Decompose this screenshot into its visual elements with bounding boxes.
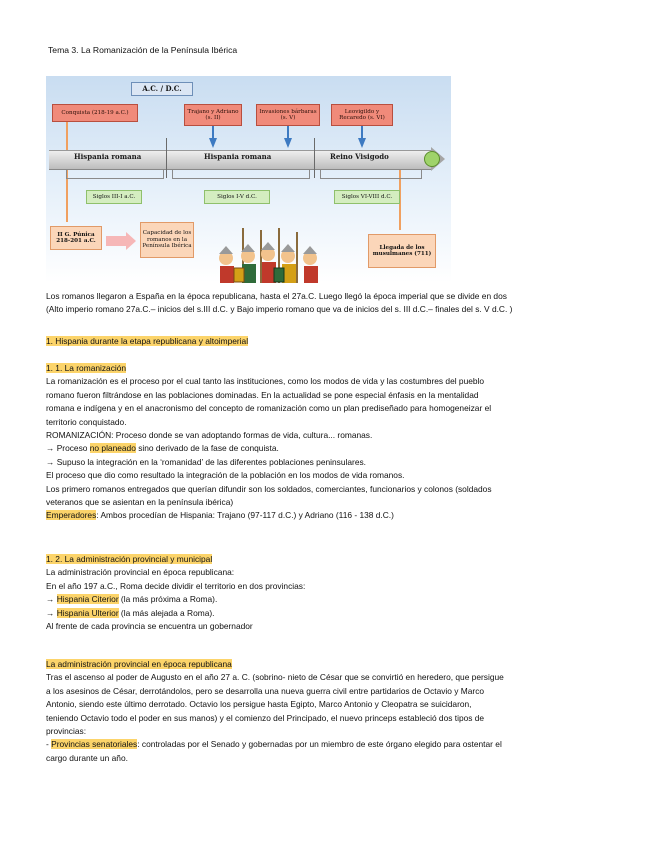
- llegada-musulmanes-box: Llegada de los musulmanes (711): [368, 234, 436, 268]
- siglos-box-3: Siglos VI-VIII d.C.: [334, 190, 400, 204]
- highlight-emperadores: Emperadores: [46, 510, 97, 521]
- divider-line: [166, 138, 167, 178]
- text-run: → Proceso: [46, 443, 90, 454]
- paragraph-line: romano fueron filtrándose en las poblaciones dominadas. En la actualidad se pone especial énfasis en la mentalidad: [46, 389, 479, 400]
- invasiones-box: Invasiones bárbaras (s. V): [256, 104, 320, 126]
- administracion-republicana-section: [46, 658, 616, 765]
- paragraph-line: [46, 442, 616, 455]
- section-1-title: 1. Hispania durante la etapa republicana y altoimperial: [46, 336, 249, 346]
- arrow-down-icon: [358, 138, 366, 148]
- pink-arrow-icon: [126, 232, 136, 250]
- trajano-adriano-box: Trajano y Adriano (s. II): [184, 104, 242, 126]
- guerra-punica-box: II G. Púnica 218-201 a.C.: [50, 226, 102, 250]
- paragraph-line: veteranos que se asientan en la península ibérica): [46, 497, 234, 508]
- intro-paragraph: [46, 290, 616, 317]
- conquista-box: Conquista (218-19 a.C.): [52, 104, 138, 122]
- text-run: -: [46, 739, 52, 750]
- paragraph-line: Los primero romanos entregados que querían difundir son los soldados, comerciantes, funcionarios y colonos (soldados: [46, 483, 492, 494]
- document-title: Tema 3. La Romanización de la Península Ibérica: [48, 45, 238, 55]
- ac-dc-label: A.C. / D.C.: [131, 82, 193, 96]
- paragraph-line: El proceso que dio como resultado la integración de la población en los modos de vida romanos.: [46, 470, 405, 481]
- bracket: [320, 170, 422, 179]
- capacidad-box: Capacidad de los romanos en la Península Ibérica: [140, 222, 194, 258]
- paragraph-line: [46, 607, 616, 620]
- bracket: [66, 170, 164, 179]
- section-1-heading: [46, 335, 616, 348]
- administracion-heading: 1. 2. La administración provincial y municipal: [46, 554, 213, 564]
- pink-arrow-shaft: [106, 236, 126, 246]
- text-run: : Ambos procedían de Hispania: Trajano (97-117 d.C.) y Adriano (116 - 138 d.C.): [96, 510, 394, 521]
- intro-line: Los romanos llegaron a España en la época republicana, hasta el 27a.C. Luego llegó la época imperial que se divide en dos: [46, 291, 507, 301]
- paragraph-line: teniendo Octavio todo el poder en sus manos) y el comienzo del Principado, el nuevo princeps estableció dos tipos de: [46, 712, 485, 723]
- leovigildo-box: Leovigildo y Recaredo (s. VI): [331, 104, 393, 126]
- administracion-section: [46, 553, 616, 633]
- text-run: sino derivado de la fase de conquista.: [135, 443, 279, 454]
- siglos-box-1: Siglos III-I a.C.: [86, 190, 142, 204]
- siglos-box-2: Siglos I-V d.C.: [204, 190, 270, 204]
- bracket: [172, 170, 310, 179]
- timeline-figure: [46, 76, 451, 283]
- paragraph-line: En el año 197 a.C., Roma decide dividir el territorio en dos provincias:: [46, 580, 306, 591]
- paragraph-line: La romanización es el proceso por el cual tanto las instituciones, como los modos de vida y las costumbres del pueblo: [46, 376, 485, 387]
- divider-line: [314, 138, 315, 178]
- paragraph-line: ROMANIZACIÓN: Proceso donde se van adoptando formas de vida, cultura... romanas.: [46, 430, 373, 441]
- text-run: →: [46, 607, 57, 618]
- paragraph-line: [46, 509, 616, 522]
- text-run: (la más próxima a Roma).: [118, 594, 218, 605]
- administracion-republicana-heading: La administración provincial en época republicana: [46, 659, 232, 669]
- paragraph-line: Antonio, siendo este último derrotado. Octavio los persigue hasta Egipto, Marco Antonio y Cleopatra se suicidaron,: [46, 699, 472, 710]
- timeline-end-dot: [424, 151, 440, 167]
- text-run: (la más alejada a Roma).: [118, 607, 215, 618]
- paragraph-line: romana e indígena y en el anacronismo del concepto de romanización como un plan prediseñado para homogeneizar el: [46, 403, 492, 414]
- highlight-citerior: Hispania Citerior: [56, 594, 119, 605]
- paragraph-line: territorio conquistado.: [46, 416, 127, 427]
- text-run: : controladas por el Senado y gobernadas por un miembro de este órgano elegido para ostentar el: [137, 739, 502, 750]
- romanizacion-section: [46, 362, 616, 523]
- intro-line: (Alto imperio romano 27a.C.– inicios del s.III d.C. y Bajo imperio romano que va de inicios del s. III d.C.– finales del s. V d.C. ): [46, 304, 513, 315]
- paragraph-line: a los asesinos de César, derrotándolos, pero se desarrolla una nueva guerra civil entre partidarios de Octavio y Marco: [46, 685, 485, 696]
- paragraph-line: provincias:: [46, 726, 87, 737]
- paragraph-line: cargo durante un año.: [46, 752, 128, 763]
- arrow-down-icon: [209, 138, 217, 148]
- arrow-down-icon: [284, 138, 292, 148]
- paragraph-line: [46, 593, 616, 606]
- highlight-no-planeado: no planeado: [89, 443, 136, 454]
- paragraph-line: [46, 738, 616, 751]
- paragraph-line: → Supuso la integración en la ‘romanidad’ de las diferentes poblaciones peninsulares.: [46, 456, 366, 467]
- romanizacion-heading: 1. 1. La romanización: [46, 363, 127, 373]
- band-label-hispania-2: Hispania romana: [204, 152, 272, 161]
- paragraph-line: Tras el ascenso al poder de Augusto en el año 27 a. C. (sobrino- nieto de César que se convirtió en heredero, que persigue: [46, 672, 504, 683]
- highlight-ulterior: Hispania Ulterior: [56, 607, 119, 618]
- band-label-hispania-1: Hispania romana: [74, 152, 142, 161]
- paragraph-line: Al frente de cada provincia se encuentra un gobernador: [46, 621, 253, 632]
- text-run: →: [46, 594, 57, 605]
- highlight-senatoriales: Provincias senatoriales: [51, 739, 138, 750]
- band-label-visigodo: Reino Visigodo: [330, 152, 389, 161]
- roman-soldiers-illustration: [214, 228, 326, 283]
- paragraph-line: La administración provincial en época republicana:: [46, 567, 235, 578]
